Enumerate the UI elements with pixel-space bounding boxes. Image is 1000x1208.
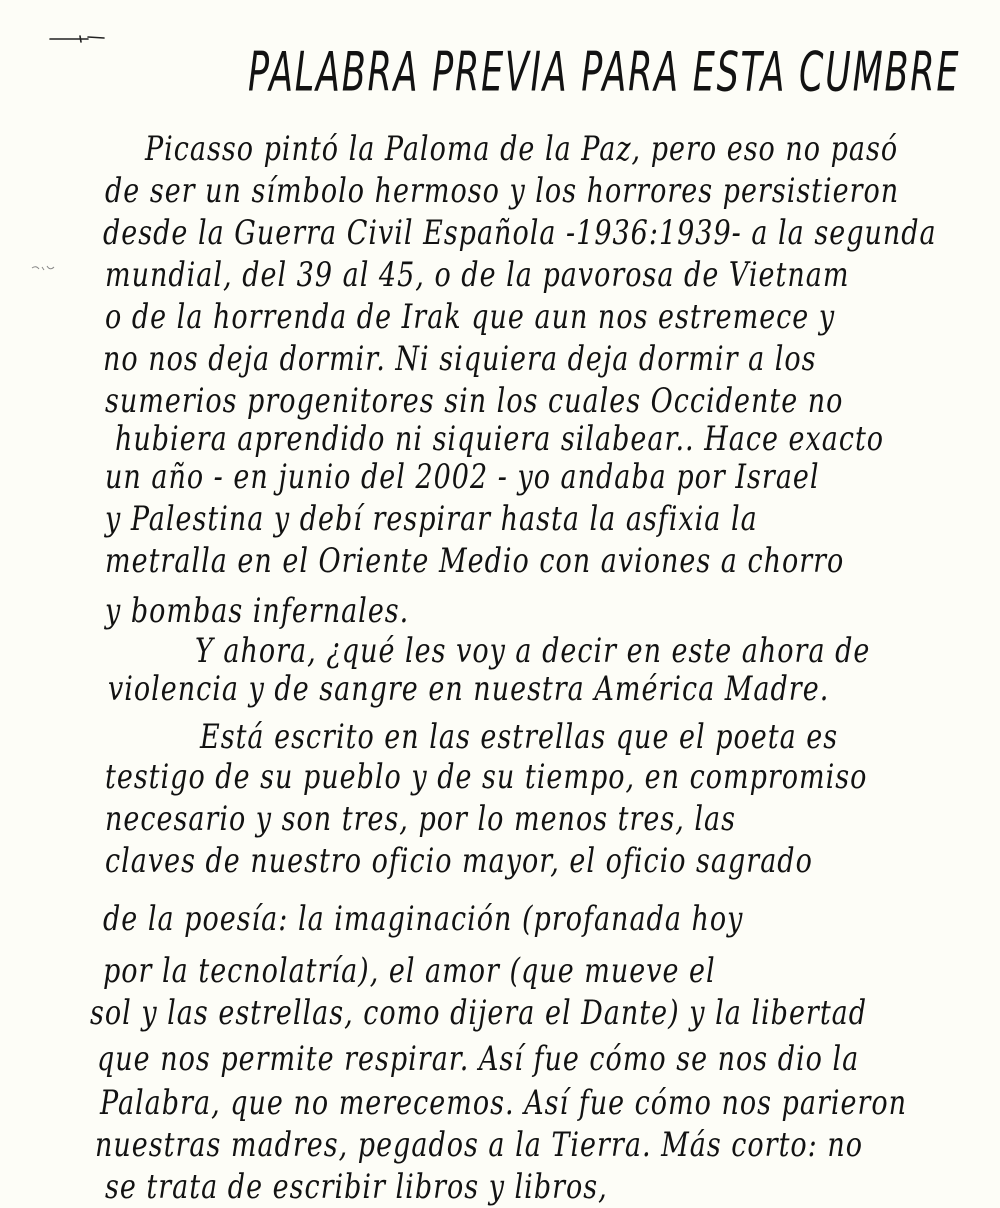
- text-line: testigo de su pueblo y de su tiempo, en compromiso: [105, 758, 868, 797]
- text-line: claves de nuestro oficio mayor, el oficio sagrado: [105, 842, 813, 881]
- corner-pen-stroke: [48, 34, 108, 44]
- text-line: y Palestina y debí respirar hasta la asfixia la: [105, 500, 758, 539]
- text-line: necesario y son tres, por lo menos tres, las: [105, 800, 736, 839]
- text-line: y bombas infernales.: [105, 592, 410, 631]
- text-line: Palabra, que no merecemos. Así fue cómo nos parieron: [100, 1084, 908, 1123]
- margin-smudge: [30, 262, 58, 274]
- text-line: Y ahora, ¿qué les voy a decir en este ahora de: [195, 632, 871, 671]
- text-line: se trata de escribir libros y libros,: [105, 1168, 608, 1207]
- text-line: sumerios progenitores sin los cuales Occidente no: [105, 382, 844, 421]
- text-line: un año - en junio del 2002 - yo andaba por Israel: [105, 458, 820, 497]
- text-line: Picasso pintó la Paloma de la Paz, pero eso no pasó: [145, 130, 899, 169]
- text-line: desde la Guerra Civil Española -1936:1939- a la segunda: [103, 214, 937, 253]
- text-line: de la poesía: la imaginación (profanada hoy: [103, 900, 744, 939]
- text-line: metralla en el Oriente Medio con aviones a chorro: [105, 542, 845, 581]
- text-line: de ser un símbolo hermoso y los horrores persistieron: [105, 172, 900, 211]
- text-line: nuestras madres, pegados a la Tierra. Más corto: no: [95, 1126, 864, 1165]
- page-title: PALABRA PREVIA PARA ESTA CUMBRE: [248, 42, 961, 105]
- text-line: hubiera aprendido ni siquiera silabear.. Hace exacto: [115, 420, 885, 459]
- text-line: por la tecnolatría), el amor (que mueve el: [103, 952, 716, 991]
- text-line: mundial, del 39 al 45, o de la pavorosa de Vietnam: [105, 256, 850, 295]
- text-line: violencia y de sangre en nuestra América Madre.: [108, 670, 830, 709]
- text-line: sol y las estrellas, como dijera el Dante) y la libertad: [90, 994, 868, 1033]
- text-line: que nos permite respirar. Así fue cómo se nos dio la: [97, 1040, 860, 1079]
- text-line: Está escrito en las estrellas que el poeta es: [200, 718, 839, 757]
- text-line: no nos deja dormir. Ni siquiera deja dormir a los: [103, 340, 817, 379]
- text-line: o de la horrenda de Irak que aun nos estremece y: [105, 298, 836, 337]
